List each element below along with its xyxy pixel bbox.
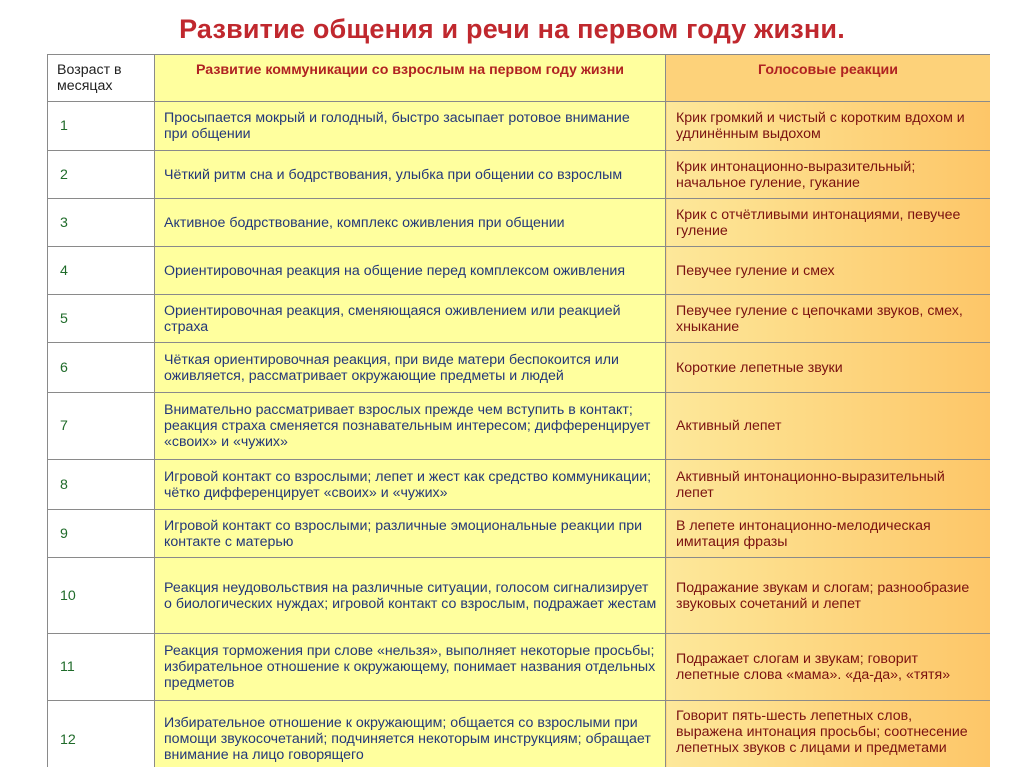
cell-age: 9 — [48, 510, 155, 558]
cell-age: 2 — [48, 151, 155, 199]
table-row — [48, 247, 991, 295]
cell-age: 6 — [48, 343, 155, 393]
cell-voice: Крик интонационно-выразительный; начальное гуление, гукание — [666, 151, 991, 199]
table-row — [48, 199, 991, 247]
development-table — [47, 54, 990, 767]
cell-communication: Просыпается мокрый и голодный, быстро засыпает ротовое внимание при общении — [155, 102, 666, 151]
cell-communication: Активное бодрствование, комплекс оживления при общении — [155, 199, 666, 247]
table-row — [48, 295, 991, 343]
cell-voice: Подражание звукам и слогам; разнообразие звуковых сочетаний и лепет — [666, 558, 991, 634]
cell-voice: Певучее гуление с цепочками звуков, смех, хныкание — [666, 295, 991, 343]
cell-age: 12 — [48, 701, 155, 767]
table-row — [48, 151, 991, 199]
cell-communication: Чёткий ритм сна и бодрствования, улыбка при общении со взрослым — [155, 151, 666, 199]
cell-age: 1 — [48, 102, 155, 151]
cell-communication: Реакция неудовольствия на различные ситуации, голосом сигнализирует о биологических нуждах; игровой контакт со взрослым, подражает жестам — [155, 558, 666, 634]
table-row — [48, 393, 991, 460]
table-header-row — [48, 55, 991, 102]
cell-communication: Ориентировочная реакция на общение перед комплексом оживления — [155, 247, 666, 295]
cell-communication: Реакция торможения при слове «нельзя», выполняет некоторые просьбы; избирательное отношение к окружающему, понимает названия отдельных предметов — [155, 634, 666, 701]
cell-age: 4 — [48, 247, 155, 295]
cell-age: 10 — [48, 558, 155, 634]
cell-voice: Короткие лепетные звуки — [666, 343, 991, 393]
cell-voice: В лепете интонационно-мелодическая имитация фразы — [666, 510, 991, 558]
table-row — [48, 460, 991, 510]
table-row — [48, 343, 991, 393]
cell-communication: Игровой контакт со взрослыми; лепет и жест как средство коммуникации; чётко дифференцирует «своих» и «чужих» — [155, 460, 666, 510]
table-container — [47, 54, 990, 767]
table-row — [48, 558, 991, 634]
cell-voice: Певучее гуление и смех — [666, 247, 991, 295]
cell-voice: Говорит пять-шесть лепетных слов, выражена интонация просьбы; соотнесение лепетных звуков с лицами и предметами — [666, 701, 991, 767]
table-row — [48, 102, 991, 151]
cell-communication: Внимательно рассматривает взрослых прежде чем вступить в контакт; реакция страха сменяется познавательным интересом; дифференцирует «своих» и «чужих» — [155, 393, 666, 460]
table-row — [48, 510, 991, 558]
header-voice: Голосовые реакции — [666, 55, 991, 102]
cell-age: 7 — [48, 393, 155, 460]
cell-voice: Крик с отчётливыми интонациями, певучее гуление — [666, 199, 991, 247]
cell-communication: Ориентировочная реакция, сменяющаяся оживлением или реакцией страха — [155, 295, 666, 343]
cell-voice: Активный интонационно-выразительный лепет — [666, 460, 991, 510]
header-age: Возраст в месяцах — [48, 55, 155, 102]
cell-voice: Активный лепет — [666, 393, 991, 460]
header-communication: Развитие коммуникации со взрослым на первом году жизни — [155, 55, 666, 102]
cell-communication: Чёткая ориентировочная реакция, при виде матери беспокоится или оживляется, рассматривает окружающие предметы и людей — [155, 343, 666, 393]
table-row — [48, 634, 991, 701]
cell-age: 5 — [48, 295, 155, 343]
cell-communication: Игровой контакт со взрослыми; различные эмоциональные реакции при контакте с матерью — [155, 510, 666, 558]
cell-age: 3 — [48, 199, 155, 247]
cell-age: 8 — [48, 460, 155, 510]
cell-age: 11 — [48, 634, 155, 701]
page-title: Развитие общения и речи на первом году жизни. — [179, 14, 845, 44]
table-row — [48, 701, 991, 767]
cell-voice: Подражает слогам и звукам; говорит лепетные слова «мама». «да-да», «тятя» — [666, 634, 991, 701]
cell-voice: Крик громкий и чистый с коротким вдохом и удлинённым выдохом — [666, 102, 991, 151]
cell-communication: Избирательное отношение к окружающим; общается со взрослыми при помощи звукосочетаний; подчиняется некоторым инструкциям; обращает внимание на лицо говорящего — [155, 701, 666, 767]
